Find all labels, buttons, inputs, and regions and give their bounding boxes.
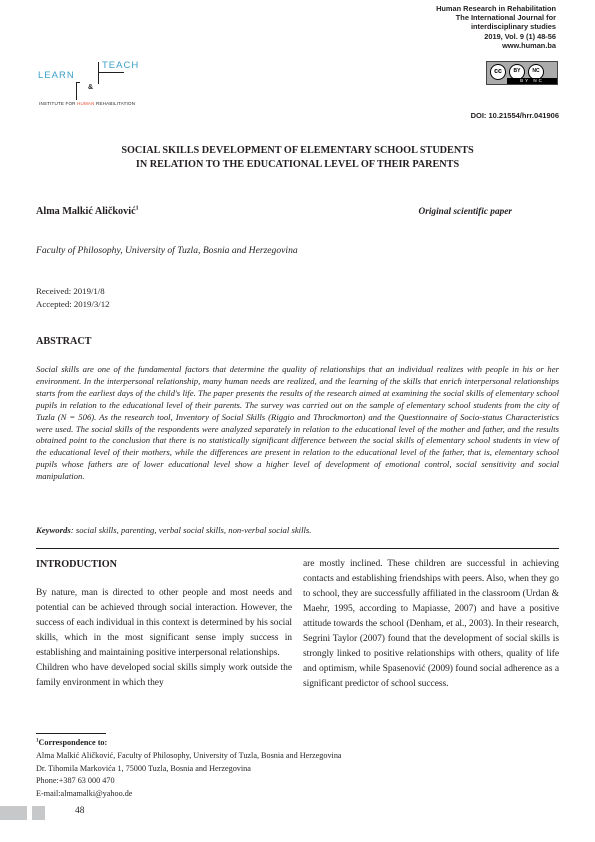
- footnote-author: Alma Malkić Aličković, Faculty of Philosophy, University of Tuzla, Bosnia and Herzegovina: [36, 750, 342, 760]
- title-line-2: IN RELATION TO THE EDUCATIONAL LEVEL OF THEIR PARENTS: [135, 159, 460, 170]
- page-number: 48: [75, 806, 85, 816]
- doi[interactable]: DOI: 10.21554/hrr.041906: [470, 111, 559, 120]
- logo-teach: TEACH: [102, 60, 140, 71]
- journal-url[interactable]: www.human.ba: [502, 40, 556, 50]
- abstract-heading: ABSTRACT: [36, 336, 92, 347]
- logo-institute-text: [39, 101, 135, 106]
- introduction-paragraph-2-continued: are mostly inclined. These children are successful in achieving contacts and establishing friendships with peers. Also, when they go to school, they are successfully affiliated in the classroom (Urdan & Maehr, 1995, according to Mapiasse, 2007) and have a positive attitude towards the school (Denham, et al., 2003). In their research, Segrini Taylor (2007) found that the development of social skills is strongly linked to positive relationships with others, quality of life and optimism, while Spasenović (2009) found social adherence as a significant predictor of school success.: [303, 559, 559, 690]
- received-date: Received: 2019/1/8: [36, 286, 105, 296]
- noncommercial-icon: NC: [528, 64, 544, 80]
- keywords: [36, 525, 311, 537]
- logo-institute-prefix: INSTITUTE FOR: [39, 101, 78, 106]
- body-column-left: [36, 557, 292, 691]
- author-sup: 1: [135, 205, 139, 212]
- accepted-date: Accepted: 2019/3/12: [36, 298, 110, 309]
- journal-name: Human Research in Rehabilitation: [436, 4, 556, 13]
- logo-line: [98, 62, 99, 84]
- logo-line: [76, 82, 77, 100]
- abstract-text: Social skills are one of the fundamental factors that determine the quality of relationships that an individual realizes with people in his or her environment. In the interpersonal relationship, many human needs are realized, and the learning of the skills that enrich interpersonal relationships starts from the earliest days of the child's life. The paper presents the results of the research aimed at examining the social skills of elementary school pupils in relation to the educational level of their parents. The survey was carried out on the sample of elementary school students from the city of Tuzla (N = 506). As the research tool, Inventory of Social Skills (Riggio and Throckmorton) and the Questionnaire of Socio-status Characteristics were used. The social skills of the respondents were analyzed separately in relation to the educational level of the mother and father, and the results obtained point to the conclusion that there is no statistically significant difference between the social skills of elementary school students in view of the educational level of their mothers, while the differences are present in relation to the educational level of the father, that is, elementary school pupils whose fathers are of lower educational level show a higher level of development of emotional control, social sensitivity and social manipulation.: [36, 364, 559, 482]
- footnote-phone: Phone:+387 63 000 470: [36, 776, 115, 786]
- footnote-heading-text: Correspondence to:: [38, 738, 108, 747]
- footer-block: [0, 806, 27, 820]
- journal-subtitle-2: interdisciplinary studies: [470, 22, 556, 32]
- keywords-label: Keywords: [36, 525, 71, 535]
- journal-volume: 2019, Vol. 9 (1) 48-56: [484, 31, 556, 41]
- introduction-heading: INTRODUCTION: [36, 559, 117, 570]
- logo-institute-suffix: REHABILITATION: [94, 101, 136, 106]
- section-divider: [36, 548, 559, 549]
- introduction-paragraph-2: Children who have developed social skills simply work outside the family environment in which they: [36, 663, 292, 689]
- footnote-heading: [36, 737, 342, 750]
- article-dates: [36, 285, 110, 310]
- footer-block: [32, 806, 45, 820]
- paper-type: Original scientific paper: [418, 207, 512, 217]
- footnote-sup: 1: [36, 738, 39, 744]
- article-title: [36, 144, 559, 172]
- journal-header: [326, 4, 556, 50]
- body-column-right: [303, 557, 559, 692]
- logo-ampersand: &: [88, 84, 94, 91]
- author: [36, 206, 139, 217]
- keywords-list: : social skills, parenting, verbal social skills, non-verbal social skills.: [70, 525, 312, 535]
- journal-subtitle-1: The International Journal for: [455, 13, 556, 23]
- attribution-icon: BY: [509, 64, 525, 80]
- author-name: Alma Malkić Aličković: [36, 206, 136, 217]
- introduction-paragraph-1: By nature, man is directed to other people and most needs and potential can be achieved through social interaction. However, the success of each individual in this context is determined by his social skills, which in the most significant sense imply success in establishing and maintaining positive interpersonal relationships.: [36, 588, 292, 659]
- title-line-1: SOCIAL SKILLS DEVELOPMENT OF ELEMENTARY SCHOOL STUDENTS: [121, 145, 474, 156]
- license-strip: BY NC: [507, 78, 557, 84]
- logo-line: [76, 82, 80, 83]
- correspondence-footnote: [36, 737, 342, 801]
- institute-logo: [36, 58, 166, 110]
- footnote-address: Dr. Tihomila Markovića 1, 75000 Tuzla, Bosnia and Herzegovina: [36, 763, 251, 773]
- cc-license-badge[interactable]: [486, 61, 558, 85]
- footnote-divider: [36, 733, 106, 734]
- cc-icon: cc: [490, 64, 506, 80]
- footnote-email[interactable]: E-mail:almamalki@yahoo.de: [36, 789, 133, 799]
- logo-institute-highlight: HUMAN: [77, 101, 95, 106]
- logo-line: [98, 72, 124, 73]
- logo-learn: LEARN: [38, 70, 75, 81]
- affiliation: Faculty of Philosophy, University of Tuzla, Bosnia and Herzegovina: [36, 245, 298, 256]
